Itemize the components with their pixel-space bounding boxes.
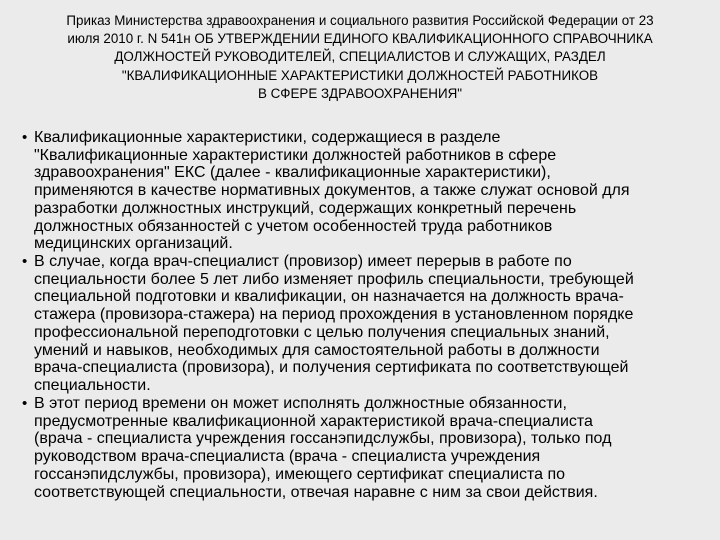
bullet-line: "Квалификационные характеристики должностей работников в сфере: [34, 146, 557, 164]
bullet-line: профессиональной переподготовки с целью получения специальных знаний,: [34, 323, 610, 341]
bullet-line: госсанэпидслужбы, провизора), имеющего сертификат специалиста по: [34, 465, 566, 483]
bullet-dot-icon: •: [22, 253, 28, 270]
bullet-line: специальности более 5 лет либо изменяет профиль специальности, требующей: [34, 270, 634, 288]
bullet-line: специальной подготовки и квалификации, он назначается на должность врача-: [34, 288, 624, 306]
bullet-line: В этот период времени он может исполнять должностные обязанности,: [34, 395, 567, 412]
bullet-line: специальности.: [34, 376, 151, 394]
title-line: В СФЕРЕ ЗДРАВООХРАНЕНИЯ": [257, 85, 463, 101]
bullet-dot-icon: •: [22, 395, 28, 412]
bullet-text: [34, 395, 720, 501]
bullet-line: умений и навыков, необходимых для самостоятельной работы в должности: [34, 341, 600, 359]
bullet-line: В случае, когда врач-специалист (провизор) имеет перерыв в работе по: [34, 253, 572, 270]
bullet-line: стажера (провизора-стажера) на период прохождения в установленном порядке: [34, 306, 634, 324]
title-line: ДОЛЖНОСТЕЙ РУКОВОДИТЕЛЕЙ, СПЕЦИАЛИСТОВ И СЛУЖАЩИХ, РАЗДЕЛ: [114, 49, 606, 65]
bullet-line: разработки должностных инструкций, содержащих конкретный перечень: [34, 199, 577, 217]
bullet-text: [34, 129, 720, 253]
bullet-line: (врача - специалиста учреждения госсанэпидслужбы, провизора), только под: [34, 430, 612, 448]
bullet-line: применяются в качестве нормативных документов, а также служат основой для: [34, 182, 630, 200]
bullet-line: должностных обязанностей с учетом особенностей труда работников: [34, 217, 553, 235]
bullet-line: руководством врача-специалиста (врача - специалиста учреждения: [34, 448, 541, 466]
bullet-line: соответствующей специальности, отвечая наравне с ним за свои действия.: [34, 483, 598, 501]
title-line: Приказ Министерства здравоохранения и социального развития Российской Федерации от 23: [66, 13, 654, 28]
bullet-line: здравоохранения" ЕКС (далее - квалификационные характеристики),: [34, 164, 551, 182]
bullet-line: Квалификационные характеристики, содержащиеся в разделе: [34, 129, 501, 146]
bullet-line: предусмотренные квалификационной характеристикой врача-специалиста: [34, 412, 593, 430]
document-title: [42, 12, 678, 103]
bullet-dot-icon: •: [22, 129, 28, 146]
title-line: "КВАЛИФИКАЦИОННЫЕ ХАРАКТЕРИСТИКИ ДОЛЖНОСТЕЙ РАБОТНИКОВ: [121, 67, 599, 83]
bullet-line: врача-специалиста (провизора), и получения сертификата по соответствующей: [34, 359, 629, 377]
bullet-line: медицинских организаций.: [34, 235, 233, 253]
bullet-text: [34, 253, 720, 395]
title-line: июля 2010 г. N 541н ОБ УТВЕРЖДЕНИИ ЕДИНОГО КВАЛИФИКАЦИОННОГО СПРАВОЧНИКА: [67, 31, 653, 47]
